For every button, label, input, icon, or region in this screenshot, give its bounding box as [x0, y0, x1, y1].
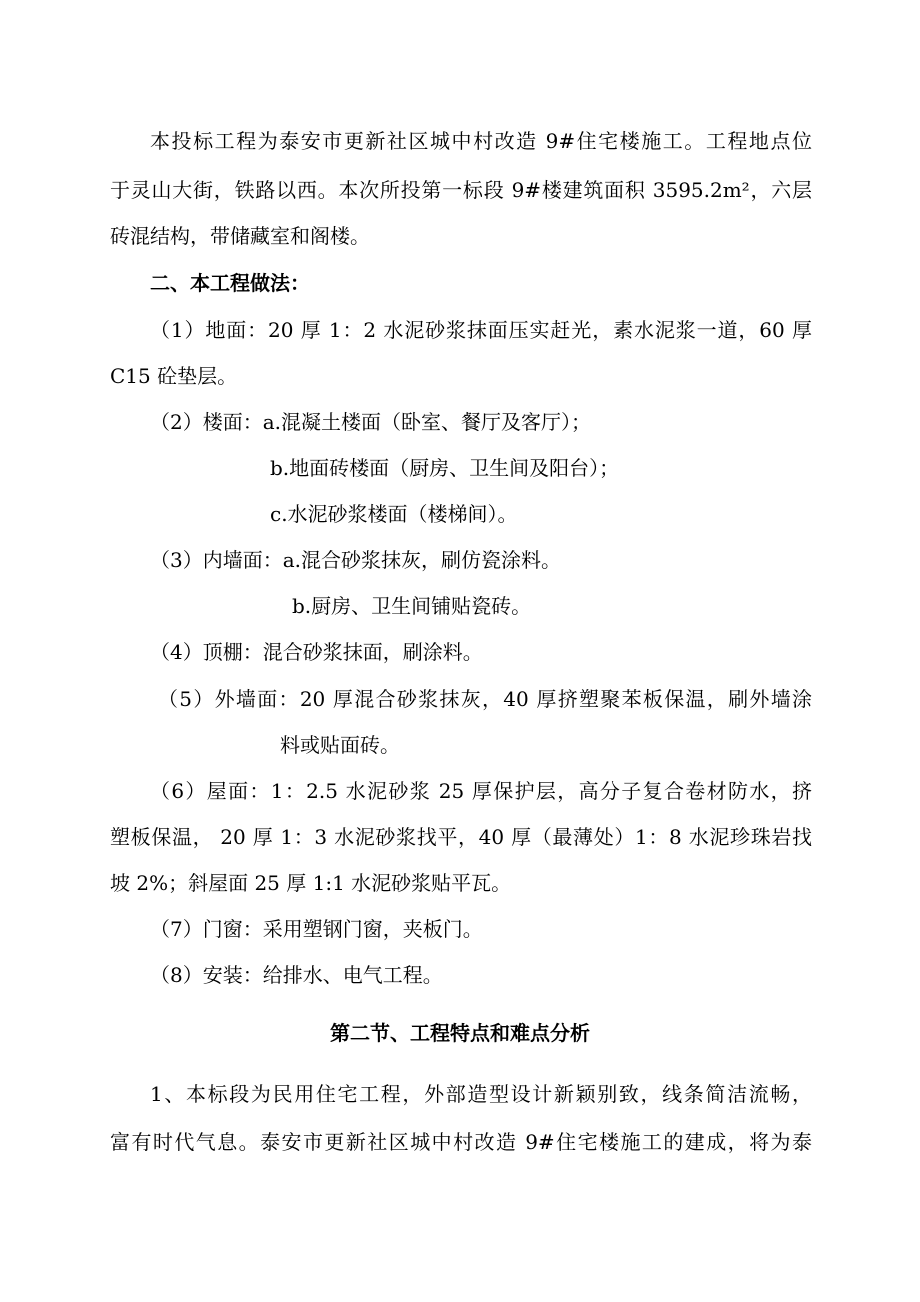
item-outer-wall-line-2: 料或贴面砖。 [280, 733, 400, 757]
item-ceiling: （4）顶棚：混合砂浆抹面，刷涂料。 [150, 640, 483, 664]
item-roof-line-2: 塑板保温， 20 厚 1：3 水泥砂浆找平，40 厚（最薄处）1：8 水泥珍珠岩找 [110, 825, 812, 849]
intro-line-1: 本投标工程为泰安市更新社区城中村改造 9#住宅楼施工。工程地点位 [150, 129, 812, 153]
item-inner-wall-a: （3）内墙面：a.混合砂浆抹灰，刷仿瓷涂料。 [150, 548, 562, 572]
section-title: 第二节、工程特点和难点分析 [330, 1021, 590, 1045]
item-floor-c: c.水泥砂浆楼面（楼梯间）。 [270, 502, 518, 526]
item-ground-line-1: （1）地面：20 厚 1：2 水泥砂浆抹面压实赶光，素水泥浆一道，60 厚 [150, 318, 812, 342]
item-windows: （7）门窗：采用塑钢门窗，夹板门。 [150, 917, 483, 941]
para1-line-2: 富有时代气息。泰安市更新社区城中村改造 9#住宅楼施工的建成，将为泰 [110, 1130, 812, 1154]
intro-line-3: 砖混结构，带储藏室和阁楼。 [110, 224, 370, 248]
item-floor-b: b.地面砖楼面（厨房、卫生间及阳台）； [270, 456, 620, 480]
para1-line-1: 1、本标段为民用住宅工程，外部造型设计新颖别致，线条简洁流畅， [150, 1082, 812, 1106]
section-heading-practice: 二、本工程做法： [150, 271, 310, 295]
item-roof-line-3: 坡 2%；斜屋面 25 厚 1:1 水泥砂浆贴平瓦。 [110, 871, 512, 895]
item-roof-line-1: （6）屋面：1：2.5 水泥砂浆 25 厚保护层，高分子复合卷材防水，挤 [150, 779, 812, 803]
item-floor-a: （2）楼面：a.混凝土楼面（卧室、餐厅及客厅）； [150, 410, 592, 434]
item-outer-wall-line-1: （5）外墙面：20 厚混合砂浆抹灰，40 厚挤塑聚苯板保温，刷外墙涂 [158, 687, 812, 711]
intro-line-2: 于灵山大街，铁路以西。本次所投第一标段 9#楼建筑面积 3595.2m²，六层 [110, 178, 812, 202]
item-inner-wall-b: b.厨房、卫生间铺贴瓷砖。 [292, 594, 532, 618]
item-install: （8）安装：给排水、电气工程。 [150, 963, 443, 987]
item-ground-line-2: C15 砼垫层。 [110, 364, 238, 388]
